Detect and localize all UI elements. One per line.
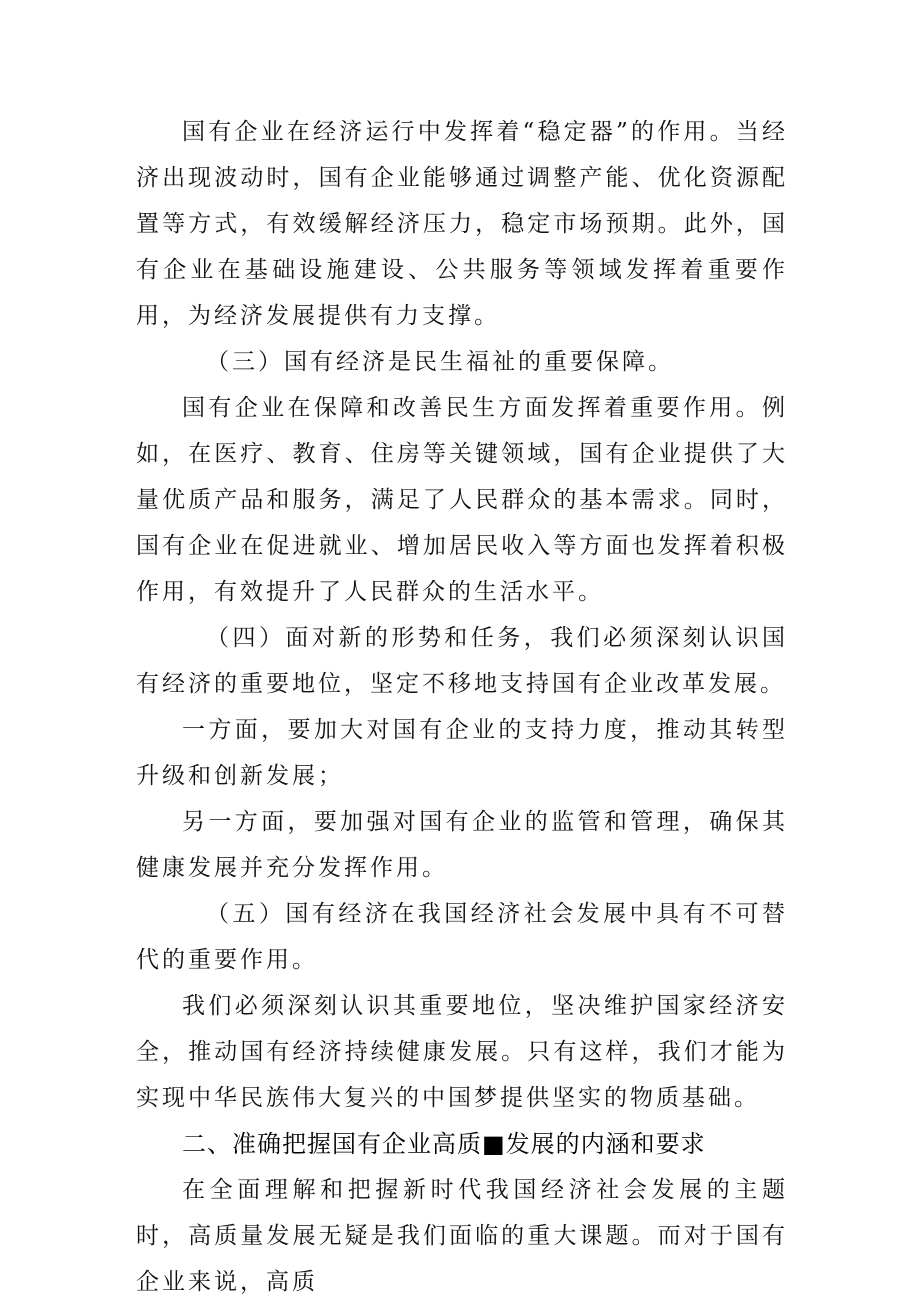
subheading-5: （五）国有经济在我国经济社会发展中具有不可替代的重要作用。 bbox=[136, 901, 788, 973]
paragraph-conclusion: 我们必须深刻认识其重要地位，坚决维护国家经济安全，推动国有经济持续健康发展。只有这样，我们才能为实现中华民族伟大复兴的中国梦提供坚实的物质基础。 bbox=[136, 993, 788, 1111]
body-text bbox=[136, 109, 788, 1305]
section-heading: 二、准确把握国有企业高质■发展的内涵和要求 bbox=[182, 1130, 706, 1158]
paragraph-stabilizer: 国有企业在经济运行中发挥着“稳定器”的作用。当经济出现波动时，国有企业能够通过调整产能、优化资源配置等方式，有效缓解经济压力，稳定市场预期。此外，国有企业在基础设施建设、公共服务等领域发挥着重要作用，为经济发展提供有力支撑。 bbox=[136, 119, 788, 329]
subheading-3: （三）国有经济是民生福祉的重要保障。 bbox=[206, 349, 674, 375]
paragraph-livelihood: 国有企业在保障和改善民生方面发挥着重要作用。例如，在医疗、教育、住房等关键领域，国有企业提供了大量优质产品和服务，满足了人民群众的基本需求。同时，国有企业在促进就业、增加居民收入等方面也发挥着积极作用，有效提升了人民群众的生活水平。 bbox=[136, 395, 788, 605]
paragraph-supervision: 另一方面，要加强对国有企业的监管和管理，确保其健康发展并充分发挥作用。 bbox=[136, 809, 788, 881]
subheading-4: （四）面对新的形势和任务，我们必须深刻认识国有经济的重要地位，坚定不移地支持国有企业改革发展。 bbox=[136, 625, 788, 697]
paragraph-support: 一方面，要加大对国有企业的支持力度，推动其转型升级和创新发展； bbox=[136, 717, 788, 789]
paragraph-high-quality: 在全面理解和把握新时代我国经济社会发展的主题时，高质量发展无疑是我们面临的重大课题。而对于国有企业来说，高质 bbox=[136, 1177, 788, 1295]
